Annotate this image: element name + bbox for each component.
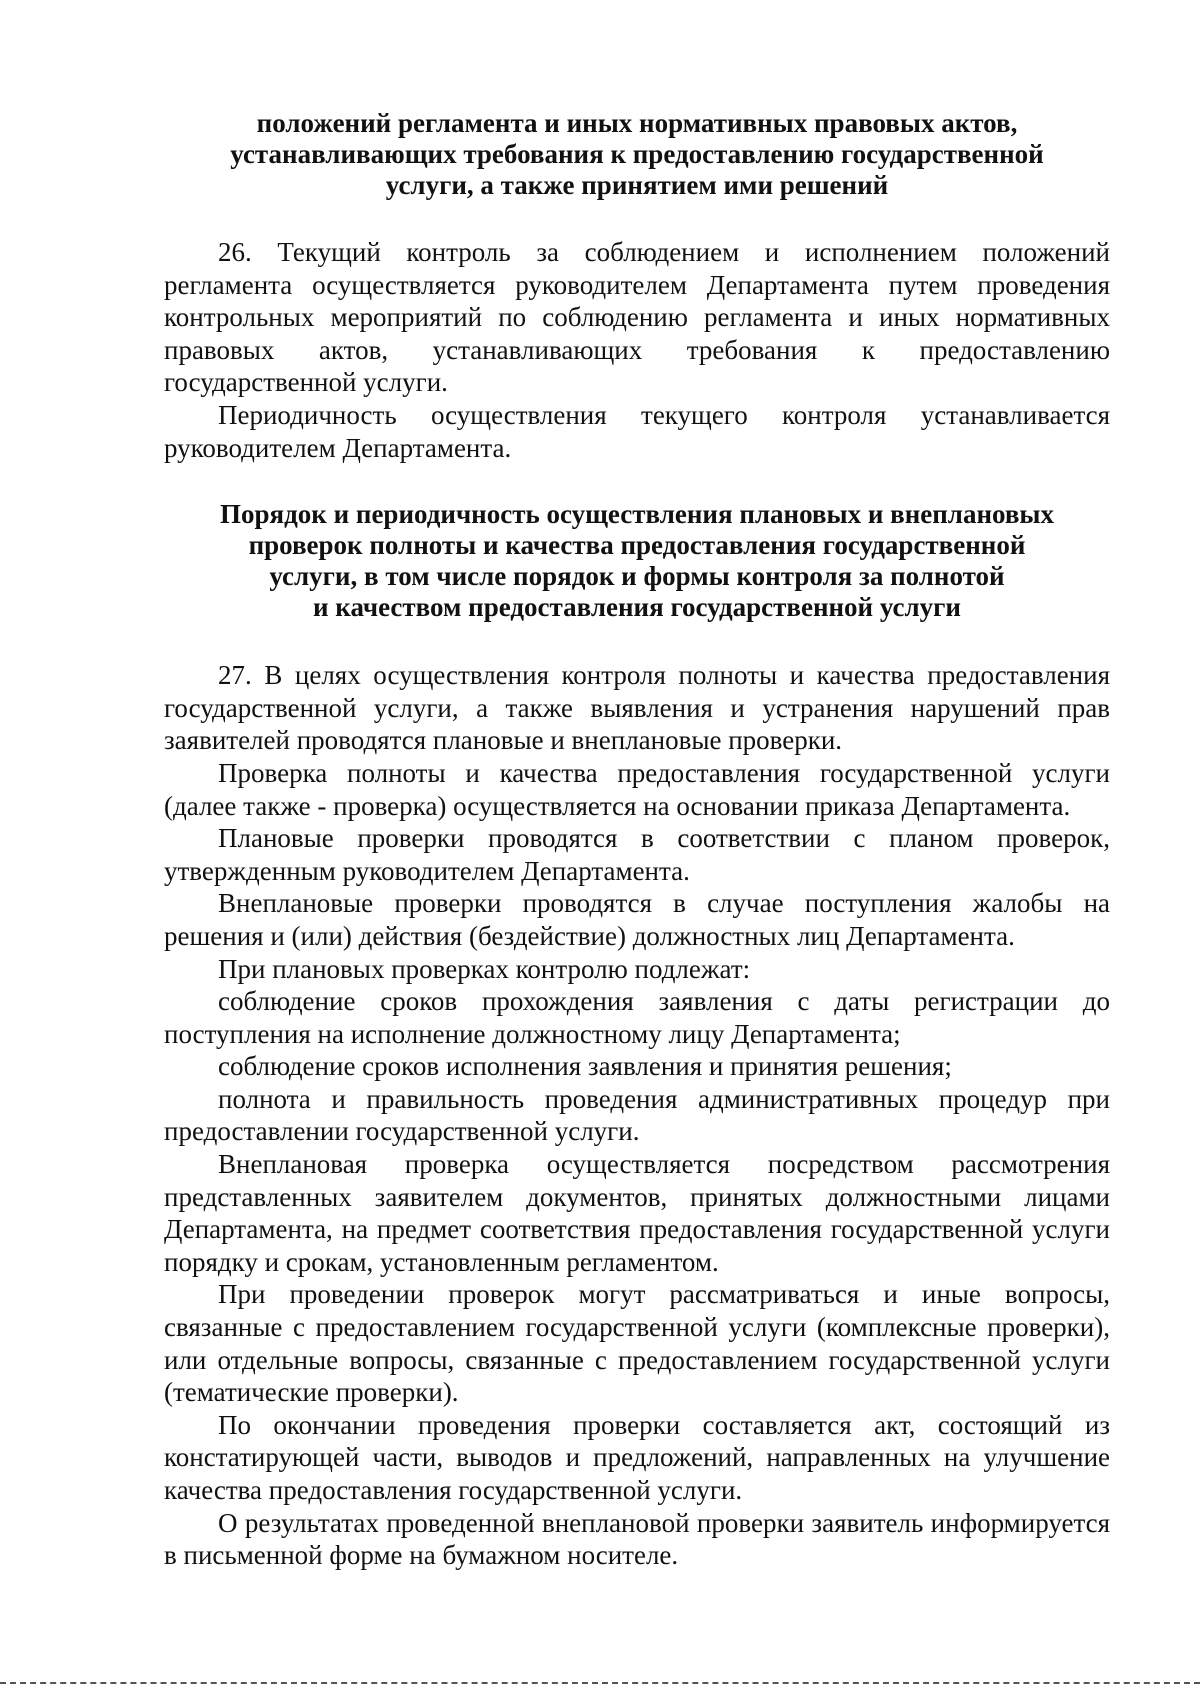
- section-heading-inspections: [164, 499, 1110, 623]
- heading-line: Порядок и периодичность осуществления плановых и внеплановых: [220, 499, 1054, 530]
- paragraph-unplanned-method: Внеплановая проверка осуществляется посредством рассмотрения представленных заявителем документов, принятых должностными лицами Департамента, на предмет соответствия предоставления государственной услуги порядку и срокам, установленным регламентом.: [164, 1149, 1110, 1277]
- paragraph-periodicity: Периодичность осуществления текущего контроля устанавливается руководителем Департамента.: [164, 399, 1110, 463]
- paragraph-notification: О результатах проведенной внеплановой проверки заявитель информируется в письменной форме на бумажном носителе.: [164, 1507, 1110, 1571]
- paragraph-26: 26. Текущий контроль за соблюдением и исполнением положений регламента осуществляется руководителем Департамента путем проведения контрольных мероприятий по соблюдению регламента и иных нормативных правовых актов, устанавливающих требования к предоставлению государственной услуги.: [164, 237, 1110, 398]
- list-item: полнота и правильность проведения административных процедур при предоставлении государственной услуги.: [164, 1083, 1110, 1147]
- heading-line: положений регламента и иных нормативных правовых актов,: [256, 108, 1018, 138]
- paragraph-other-questions: При проведении проверок могут рассматриваться и иные вопросы, связанные с предоставлением государственной услуги (комплексные проверки), или отдельные вопросы, связанные с предоставлением государственной услуги (тематические проверки).: [164, 1279, 1110, 1408]
- paragraph-act: По окончании проведения проверки составляется акт, состоящий из констатирующей части, выводов и предложений, направленных на улучшение качества предоставления государственной услуги.: [164, 1409, 1110, 1505]
- heading-line: услуги, а также принятием ими решений: [385, 170, 889, 200]
- heading-line: услуги, в том числе порядок и формы контроля за полнотой: [269, 561, 1005, 592]
- heading-line: и качеством предоставления государственной услуги: [313, 592, 961, 623]
- paragraph-unplanned-inspections: Внеплановые проверки проводятся в случае поступления жалобы на решения и (или) действия (бездействие) должностных лиц Департамента.: [164, 888, 1110, 951]
- heading-line: устанавливающих требования к предоставлению государственной: [230, 139, 1044, 169]
- scan-edge-line: [0, 1682, 1200, 1684]
- paragraph-27: 27. В целях осуществления контроля полноты и качества предоставления государственной услуги, а также выявления и устранения нарушений прав заявителей проводятся плановые и внеплановые проверки.: [164, 660, 1110, 756]
- heading-line: проверок полноты и качества предоставления государственной: [248, 530, 1026, 561]
- section-heading-control: [164, 108, 1110, 201]
- list-item: соблюдение сроков исполнения заявления и принятия решения;: [218, 1051, 952, 1082]
- paragraph-control-subjects: При плановых проверках контролю подлежат:: [218, 953, 751, 984]
- document-page: [164, 108, 1110, 1572]
- paragraph-planned-inspections: Плановые проверки проводятся в соответствии с планом проверок, утвержденным руководителем Департамента.: [164, 823, 1110, 886]
- paragraph-inspection-basis: Проверка полноты и качества предоставления государственной услуги (далее также - проверка) осуществляется на основании приказа Департамента.: [164, 757, 1110, 821]
- list-item: соблюдение сроков прохождения заявления с даты регистрации до поступления на исполнение должностному лицу Департамента;: [164, 986, 1110, 1049]
